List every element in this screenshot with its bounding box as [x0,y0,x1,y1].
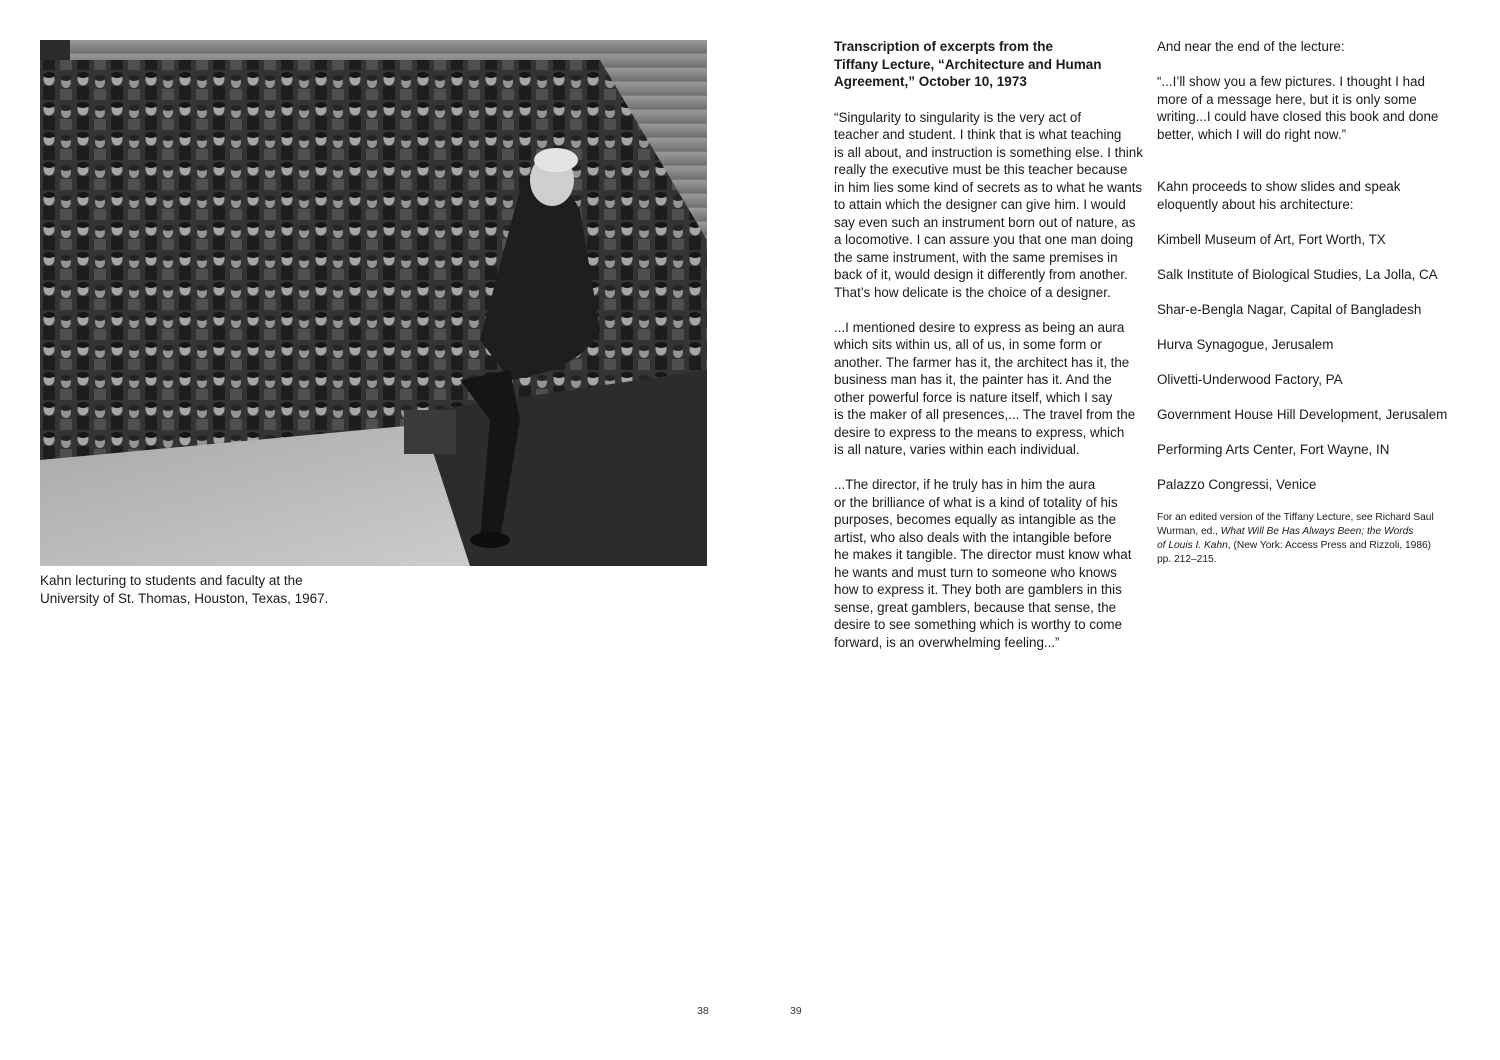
end-quote [1157,73,1457,143]
heading-line: Tiffany Lecture, “Architecture and Human [834,56,1102,72]
photo-caption [40,572,360,607]
works-list [1157,231,1457,494]
slides-intro [1157,178,1457,213]
text-line: purposes, becomes equally as intangible as the [834,512,1117,527]
work-item: Government House Hill Development, Jerusalem [1157,406,1448,422]
right-page [750,0,1500,1060]
text-line: better, which I will do right now.” [1157,126,1347,142]
caption-line: Kahn lecturing to students and faculty at the [40,573,303,588]
text-line: desire to see something which is worthy to come [834,617,1123,632]
text-line: the same instrument, with the same premises in [834,249,1118,265]
text-line: “...I’ll show you a few pictures. I thought I had [1157,74,1425,89]
transcription-heading [834,38,1144,91]
text-line: which sits within us, all of us, in some form or [834,337,1102,352]
text-line: to attain which the designer can give him. I would [834,197,1126,212]
text-line: Kahn proceeds to show slides and speak [1157,179,1401,194]
text-line: say even such an instrument born out of nature, as [834,214,1136,230]
lecture-photograph [40,40,707,566]
footnote-book-title: What Will Be Has Always Been; the Words [1220,525,1414,537]
text-line: really the executive must be this teacher because [834,162,1128,177]
text-line: forward, is an overwhelming feeling...” [834,634,1060,650]
footnote-line [1157,525,1457,539]
work-item: Palazzo Congressi, Venice [1157,476,1317,492]
text-line: he wants and must turn to someone who knows [834,564,1117,580]
text-line: more of a message here, but it is only some [1157,91,1417,107]
caption-line: University of St. Thomas, Houston, Texas, 1967. [40,590,329,606]
text-line: artist, who also deals with the intangible before [834,529,1112,545]
text-line: he makes it tangible. The director must know what [834,547,1132,562]
text-line: “Singularity to singularity is the very act of [834,109,1082,125]
text-line: is all nature, varies within each individual. [834,442,1080,457]
page-number: 38 [697,1005,709,1017]
footnote [1157,511,1457,568]
footnote-line [1157,539,1457,553]
work-item: Kimbell Museum of Art, Fort Worth, TX [1157,231,1386,247]
text-line: desire to express to the means to express, which [834,424,1125,440]
text-line: a locomotive. I can assure you that one man doing [834,232,1134,247]
text-line: business man has it, the painter has it. And the [834,372,1112,387]
text-line: sense, great gamblers, because that sense, the [834,599,1117,615]
text-line: other powerful force is nature itself, which I say [834,389,1113,405]
text-line: ...I mentioned desire to express as being an aura [834,319,1125,335]
work-item: Salk Institute of Biological Studies, La Jolla, CA [1157,266,1438,282]
text-line: eloquently about his architecture: [1157,196,1354,212]
page-number: 39 [790,1005,802,1017]
quote-paragraph-3 [834,476,1144,651]
end-of-lecture-column [1157,38,1457,567]
heading-line: Transcription of excerpts from the [834,39,1054,54]
footnote-book-title: of Louis I. Kahn [1157,539,1228,551]
text-line: is all about, and instruction is something else. I think [834,144,1143,160]
text-line: another. The farmer has it, the architect has it, the [834,354,1130,370]
heading-line: Agreement,” October 10, 1973 [834,74,1027,89]
work-item: Hurva Synagogue, Jerusalem [1157,336,1334,352]
work-item: Performing Arts Center, Fort Wayne, IN [1157,441,1390,457]
quote-paragraph-2 [834,319,1144,459]
transcription-column [834,38,1144,651]
text-line: That’s how delicate is the choice of a designer. [834,284,1111,300]
work-item: Shar-e-Bengla Nagar, Capital of Bangladesh [1157,301,1422,317]
text-line: is the maker of all presences,... The travel from the [834,407,1136,422]
text-line: how to express it. They both are gamblers in this [834,582,1122,597]
text-line: or the brilliance of what is a kind of totality of his [834,494,1118,510]
text-line: in him lies some kind of secrets as to what he wants [834,179,1143,195]
text-line: writing...I could have closed this book and done [1157,109,1439,124]
text-line: ...The director, if he truly has in him the aura [834,477,1096,492]
footnote-text: Wurman, ed., [1157,525,1221,537]
footnote-text: , (New York: Access Press and Rizzoli, 1986) [1227,539,1432,551]
text-line: teacher and student. I think that is what teaching [834,127,1122,142]
end-intro: And near the end of the lecture: [1157,39,1345,54]
quote-paragraph-1 [834,109,1144,302]
text-line: back of it, would design it differently from another. [834,267,1128,282]
footnote-line: For an edited version of the Tiffany Lecture, see Richard Saul [1157,511,1434,523]
work-item: Olivetti-Underwood Factory, PA [1157,371,1343,387]
footnote-line: pp. 212–215. [1157,554,1217,566]
